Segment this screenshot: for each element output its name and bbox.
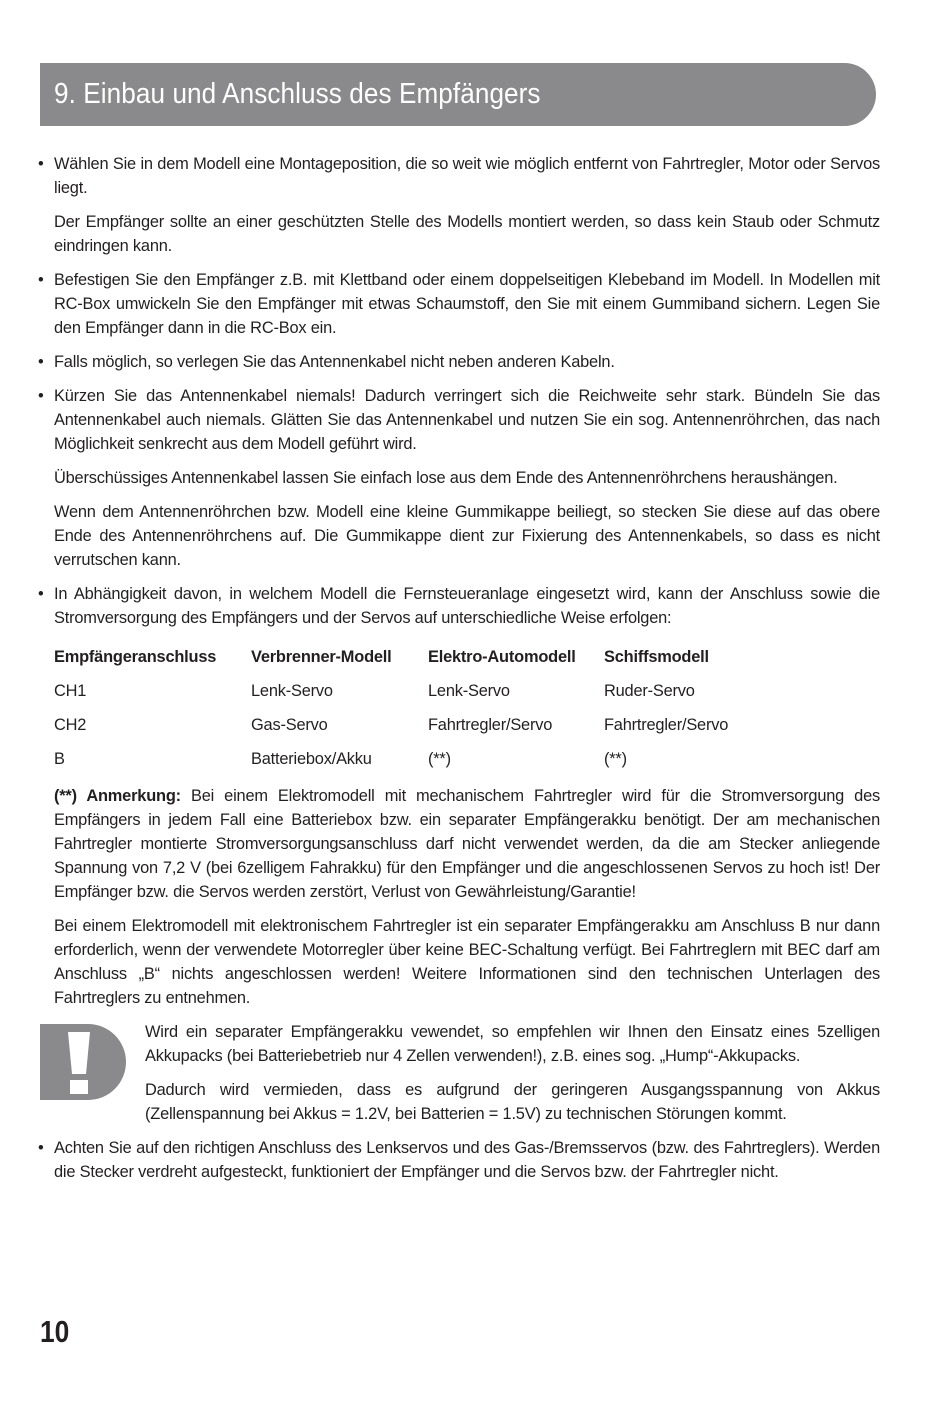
paragraph-text: In Abhängigkeit davon, in welchem Modell die Fernsteueranlage eingesetzt wird, kann der Anschluss sowie die Stromversorgung des Empfängers und der Servos auf unterschiedliche Weise erfolgen: xyxy=(54,585,880,627)
bullet-symbol: • xyxy=(38,271,44,289)
table-cell: CH2 xyxy=(54,716,87,734)
bullet-symbol: • xyxy=(38,353,44,371)
warning-text xyxy=(145,1078,880,1126)
note-paragraph xyxy=(38,784,880,904)
table-header-cell: Empfängeranschluss xyxy=(54,648,217,666)
table-header-cell: Elektro-Automodell xyxy=(428,648,576,666)
paragraph-text: Kürzen Sie das Antennenkabel niemals! Dadurch verringert sich die Reichweite sehr stark. Bündeln Sie das Antennenkabel auch niemals. Glätten Sie das Antennenkabel und nutzen Sie ein sog. Antennenröhrchen, das nach Möglichkeit senkrecht aus dem Modell geführt wird. xyxy=(54,387,880,453)
paragraph-text: Bei einem Elektromodell mit elektronischem Fahrtregler ist ein separater Empfängerakku am Anschluss B nur dann erforderlich, wenn der verwendete Motorregler über keine BEC-Schaltung verfügt. Bei Fahrtreglern mit BEC darf am Anschluss „B“ nichts angeschlossen werden! Weitere Informationen sind den technischen Unterlagen des Fahrtreglers zu entnehmen. xyxy=(54,917,880,1007)
table-row xyxy=(54,742,880,776)
paragraph xyxy=(38,466,880,490)
bullet-item xyxy=(38,1136,880,1184)
paragraph xyxy=(38,500,880,572)
paragraph-text: Wählen Sie in dem Modell eine Montageposition, die so weit wie möglich entfernt von Fahrtregler, Motor oder Servos liegt. xyxy=(54,155,880,197)
table-cell: (**) xyxy=(428,750,451,768)
paragraph-text: Dadurch wird vermieden, dass es aufgrund der geringeren Ausgangsspannung von Akkus (Zellenspannung bei Akkus = 1.2V, bei Batterien = 1.5V) zu technischen Störungen kommt. xyxy=(145,1081,880,1123)
note-label: (**) Anmerkung: xyxy=(54,787,181,805)
bullet-symbol: • xyxy=(38,1139,44,1157)
table-row xyxy=(54,674,880,708)
page-content xyxy=(38,152,880,1194)
exclamation-icon xyxy=(40,1024,126,1100)
paragraph-text: Befestigen Sie den Empfänger z.B. mit Klettband oder einem doppelseitigen Klebeband im Modell. In Modellen mit RC-Box umwickeln Sie den Empfänger mit etwas Schaumstoff, den Sie mit einem Gummiband sichern. Legen Sie den Empfänger dann in die RC-Box ein. xyxy=(54,271,880,337)
bullet-item xyxy=(38,582,880,630)
table-header-cell: Schiffsmodell xyxy=(604,648,709,666)
bullet-symbol: • xyxy=(38,585,44,603)
table-cell: CH1 xyxy=(54,682,87,700)
paragraph xyxy=(38,210,880,258)
table-cell: Fahrtregler/Servo xyxy=(604,716,729,734)
connection-table xyxy=(38,640,880,776)
table-header-row xyxy=(54,640,880,674)
table-cell: Ruder-Servo xyxy=(604,682,695,700)
bullet-symbol: • xyxy=(38,155,44,173)
paragraph-text: Überschüssiges Antennenkabel lassen Sie einfach lose aus dem Ende des Antennenröhrchens heraushängen. xyxy=(54,469,838,487)
table-row xyxy=(54,708,880,742)
table-cell: B xyxy=(54,750,65,768)
table-cell: Lenk-Servo xyxy=(251,682,333,700)
table-cell: Gas-Servo xyxy=(251,716,328,734)
paragraph-text: Falls möglich, so verlegen Sie das Antennenkabel nicht neben anderen Kabeln. xyxy=(54,353,615,371)
bullet-item xyxy=(38,350,880,374)
paragraph-text: Achten Sie auf den richtigen Anschluss des Lenkservos und des Gas-/Bremsservos (bzw. des Fahrtreglers). Werden die Stecker verdreht aufgesteckt, funktioniert der Empfänger und die Servos bzw. der Fahrtregler nicht. xyxy=(54,1139,880,1181)
warning-text xyxy=(145,1020,880,1068)
section-title: 9. Einbau und Anschluss des Empfängers xyxy=(54,78,541,110)
table-header-cell: Verbrenner-Modell xyxy=(251,648,392,666)
page-number: 10 xyxy=(40,1314,70,1349)
bullet-item xyxy=(38,384,880,456)
table-cell: Lenk-Servo xyxy=(428,682,510,700)
bullet-item xyxy=(38,268,880,340)
section-header xyxy=(40,63,876,126)
table-cell: Batteriebox/Akku xyxy=(251,750,372,768)
table-cell: Fahrtregler/Servo xyxy=(428,716,553,734)
paragraph-text: Wenn dem Antennenröhrchen bzw. Modell eine kleine Gummikappe beiliegt, so stecken Sie diese auf das obere Ende des Antennenröhrchens auf. Die Gummikappe dient zur Fixierung des Antennenkabels, so dass es nicht verrutschen kann. xyxy=(54,503,880,569)
bullet-symbol: • xyxy=(38,387,44,405)
note-text: Bei einem Elektromodell mit mechanischem Fahrtregler wird für die Stromversorgung des Empfängers in jedem Fall eine Batteriebox bzw. ein separater Empfängerakku benötigt. Der am mechanischen Fahrtregler montierte Stromversorgungsanschluss darf nicht verwendet werden, da die am Stecker anliegende Spannung von 7,2 V (bei 6zelligem Fahrakku) für den Empfänger und die angeschlossenen Servos zu hoch ist! Der Empfänger bzw. die Servos werden zerstört, Verlust von Gewährleistung/Garantie! xyxy=(54,787,880,901)
warning-block xyxy=(38,1020,880,1126)
table-cell: (**) xyxy=(604,750,627,768)
paragraph-text: Der Empfänger sollte an einer geschützten Stelle des Modells montiert werden, so dass kein Staub oder Schmutz eindringen kann. xyxy=(54,213,880,255)
paragraph-text: Wird ein separater Empfängerakku vewendet, so empfehlen wir Ihnen den Einsatz eines 5zelligen Akkupacks (bei Batteriebetrieb nur 4 Zellen verwenden!), z.B. eines sog. „Hump“-Akkupacks. xyxy=(145,1023,880,1065)
bullet-item xyxy=(38,152,880,200)
paragraph xyxy=(38,914,880,1010)
